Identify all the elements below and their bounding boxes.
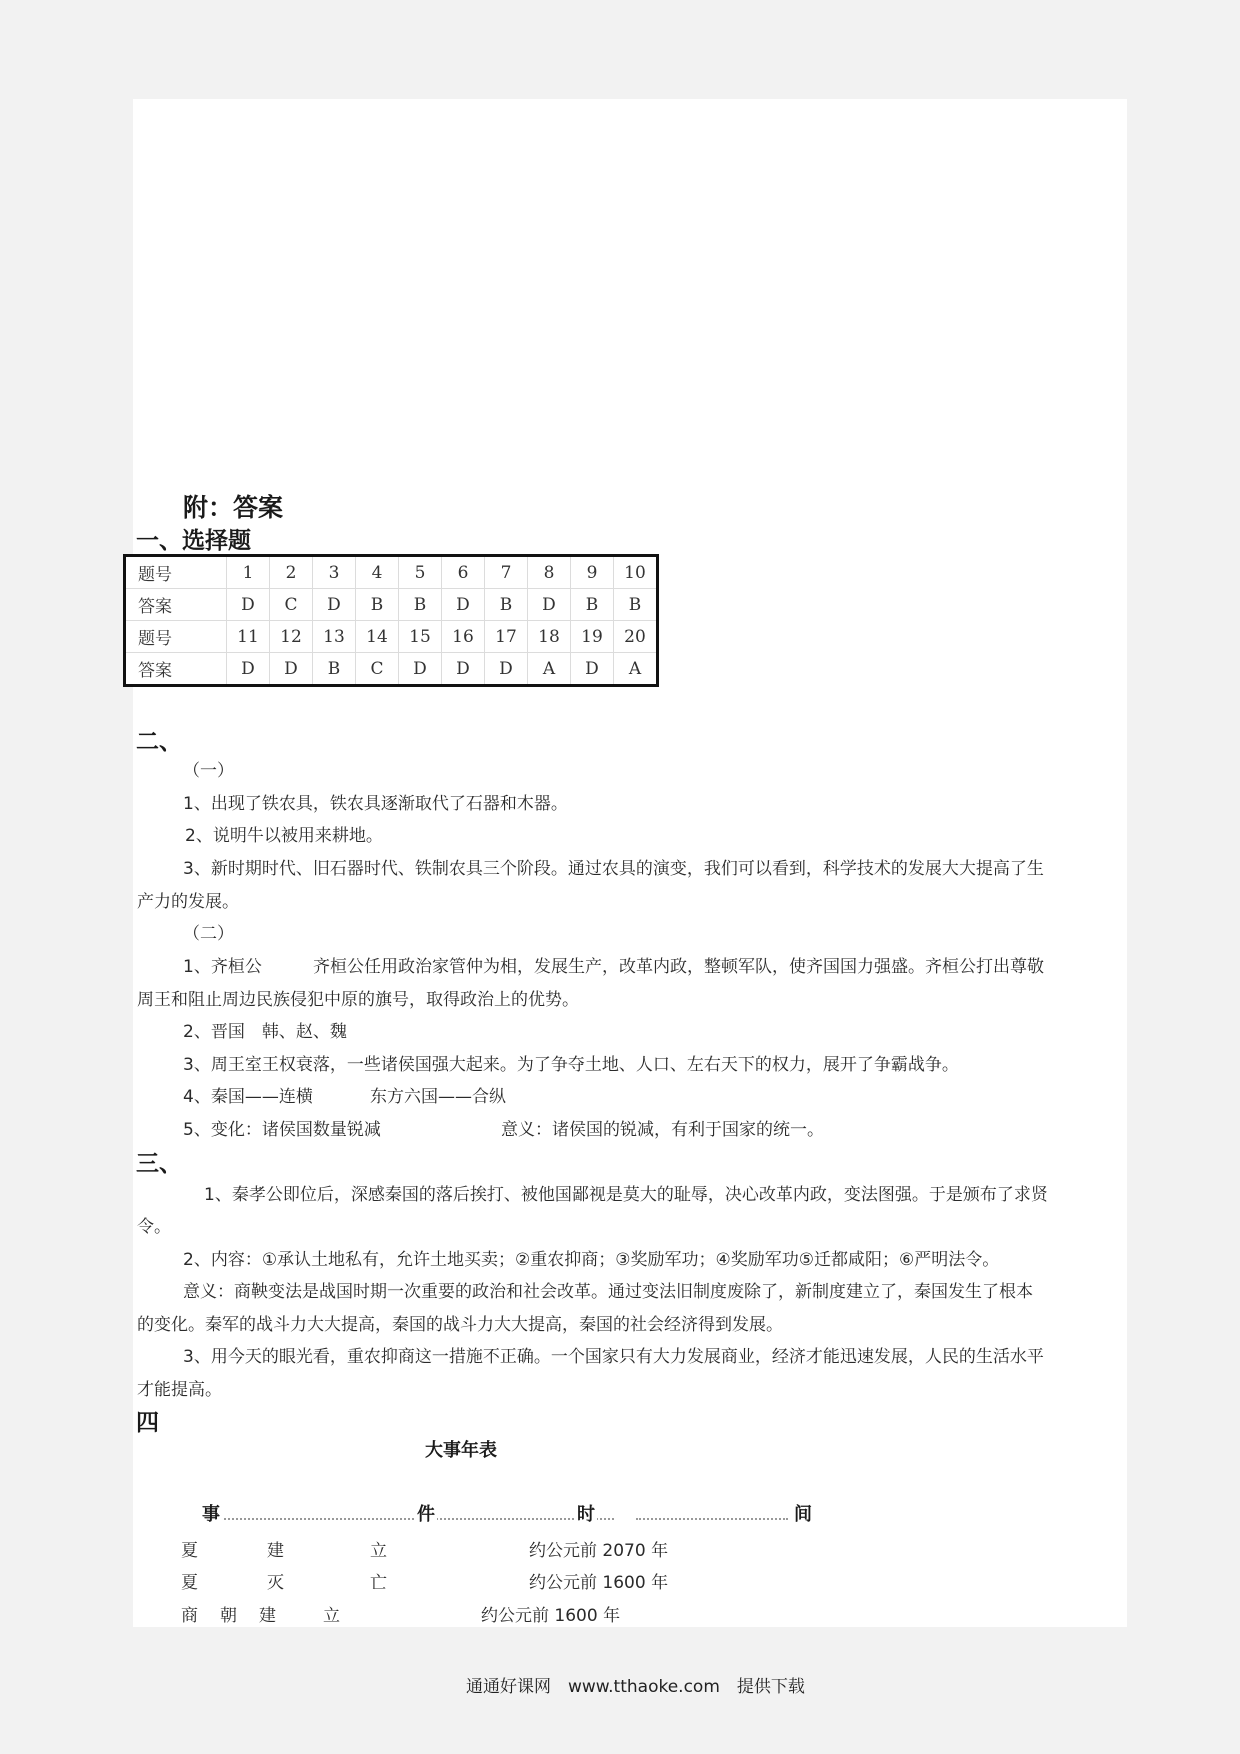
section3-title: 三、 [136,1151,182,1177]
timeline-event-char: 立 [323,1606,340,1626]
section2-q5-right: 意义：诸侯国的锐减，有利于国家的统一。 [501,1120,824,1140]
section3-significance: 意义：商鞅变法是战国时期一次重要的政治和社会改革。通过变法旧制度废除了，新制度建立了，秦国发生了根本 [183,1282,1033,1302]
answer-table-cell: 10 [614,556,658,589]
answer-table-cell: D [528,589,571,621]
answer-table-cell: B [313,653,356,686]
answer-table-cell: B [399,589,442,621]
answer-table-cell: 12 [270,621,313,653]
answer-table-cell: 15 [399,621,442,653]
answer-table-cell: C [270,589,313,621]
section2-q1-cont: 周王和阻止周边民族侵犯中原的旗号，取得政治上的优势。 [137,990,579,1010]
answer-table-cell: 5 [399,556,442,589]
section2-q4-left: 4、秦国——连横 [183,1087,313,1107]
answer-table-cell: 6 [442,556,485,589]
answer-table-cell: D [270,653,313,686]
section2-part1-label: （一） [183,761,234,781]
timeline-event-char: 灭 [267,1573,284,1593]
answer-table-row [125,589,658,621]
answer-table-row-label: 题号 [125,621,227,653]
answer-table-cell: D [442,653,485,686]
answer-table-row-label: 答案 [125,589,227,621]
section2-q3: 3、周王室王权衰落，一些诸侯国强大起来。为了争夺土地、人口、左右天下的权力，展开了争霸战争。 [183,1055,959,1075]
timeline-time: 约公元前 2070 年 [529,1541,669,1561]
answer-table-cell: 4 [356,556,399,589]
answer-table-row [125,621,658,653]
answer-table-row [125,653,658,686]
section2-q2: 2、晋国 韩、赵、魏 [183,1022,347,1042]
answer-table-cell: 8 [528,556,571,589]
section3-answer-3-cont: 才能提高。 [137,1380,222,1400]
answer-table-cell: 2 [270,556,313,589]
section3-answer-1-cont: 令。 [137,1217,171,1237]
section2-q4-right: 东方六国——合纵 [370,1087,506,1107]
timeline-header [200,1500,815,1530]
answer-table-cell: C [356,653,399,686]
timeline-time: 约公元前 1600 年 [481,1606,621,1626]
answer-table-cell: A [528,653,571,686]
answer-table-cell: 20 [614,621,658,653]
answer-table-cell: D [442,589,485,621]
section3-answer-2: 2、内容：①承认土地私有，允许土地买卖；②重农抑商；③奖励军功；④奖励军功⑤迁都咸阳；⑥严明法令。 [183,1250,1000,1270]
answer-table-cell: D [485,653,528,686]
answer-table-cell: 14 [356,621,399,653]
answer-table-cell: 11 [227,621,270,653]
footer-credit: 通通好课网 www.tthaoke.com 提供下载 [466,1677,805,1697]
timeline-event-char: 立 [370,1541,387,1561]
answer-table-cell: 17 [485,621,528,653]
answer-table-row-label: 答案 [125,653,227,686]
answer-table-cell: B [356,589,399,621]
answer-table-cell: 1 [227,556,270,589]
answer-table-cell: 7 [485,556,528,589]
section4-title: 四 [136,1410,159,1436]
answer-table [123,554,659,687]
section3-answer-1: 1、秦孝公即位后，深感秦国的落后挨打、被他国鄙视是莫大的耻辱，决心改革内政，变法图强。于是颁布了求贤 [204,1185,1048,1205]
answer-table-cell: A [614,653,658,686]
answer-table-row [125,556,658,589]
section2-q1-label: 1、齐桓公 [183,957,262,977]
section3-significance-cont: 的变化。秦军的战斗力大大提高，秦国的战斗力大大提高，秦国的社会经济得到发展。 [137,1315,783,1335]
section1-title: 一、选择题 [136,528,251,554]
appendix-title: 附：答案 [183,493,284,522]
timeline-event-char: 建 [259,1606,276,1626]
header-event-char-2: 件 [415,1500,437,1526]
answer-table-cell: 3 [313,556,356,589]
timeline-time: 约公元前 1600 年 [529,1573,669,1593]
section2-answer-2: 2、说明牛以被用来耕地。 [185,826,383,846]
answer-table-cell: 9 [571,556,614,589]
section2-answer-3-cont: 产力的发展。 [137,892,239,912]
answer-table-cell: B [614,589,658,621]
header-event-char-1: 事 [200,1500,222,1526]
section2-part2-label: （二） [183,924,234,944]
answer-table-cell: 18 [528,621,571,653]
section2-answer-1: 1、出现了铁农具，铁农具逐渐取代了石器和木器。 [183,794,568,814]
timeline-event-char: 亡 [370,1573,387,1593]
timeline-title: 大事年表 [425,1440,497,1461]
answer-table-cell: 19 [571,621,614,653]
timeline-event-char: 朝 [220,1606,237,1626]
timeline-event-char: 夏 [181,1541,198,1561]
answer-table-cell: D [571,653,614,686]
answer-table-cell: B [485,589,528,621]
section2-title: 二、 [136,729,182,755]
section2-answer-3: 3、新时期时代、旧石器时代、铁制农具三个阶段。通过农具的演变，我们可以看到，科学技术的发展大大提高了生 [183,859,1044,879]
section2-q5-left: 5、变化：诸侯国数量锐减 [183,1120,381,1140]
answer-table-cell: 16 [442,621,485,653]
answer-table-cell: D [399,653,442,686]
header-time-char-1: 时 [575,1500,597,1526]
header-dotted-leader [636,1518,788,1520]
timeline-event-char: 夏 [181,1573,198,1593]
answer-table-cell: 13 [313,621,356,653]
header-time-char-2: 间 [792,1500,814,1526]
answer-table-cell: B [571,589,614,621]
timeline-event-char: 商 [181,1606,198,1626]
answer-table-cell: D [313,589,356,621]
timeline-event-char: 建 [267,1541,284,1561]
section2-q1-text: 齐桓公任用政治家管仲为相，发展生产，改革内政，整顿军队，使齐国国力强盛。齐桓公打出尊敬 [313,957,1044,977]
answer-table-cell: D [227,653,270,686]
section3-answer-3: 3、用今天的眼光看，重农抑商这一措施不正确。一个国家只有大力发展商业，经济才能迅速发展，人民的生活水平 [183,1347,1044,1367]
answer-table-cell: D [227,589,270,621]
answer-table-row-label: 题号 [125,556,227,589]
